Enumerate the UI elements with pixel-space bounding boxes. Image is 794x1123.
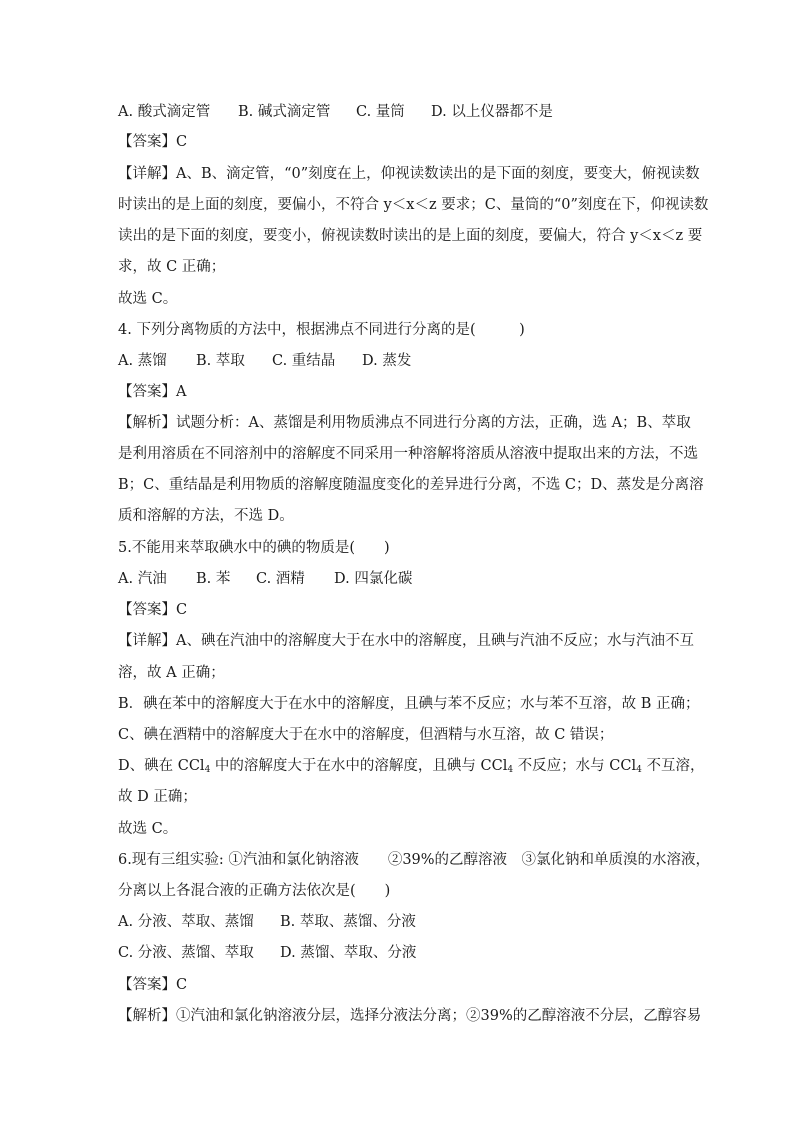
q3-detail-line-4: 求，故 C 正确； xyxy=(118,259,226,275)
q5-conclusion: 故选 C。 xyxy=(118,821,178,837)
q5-detail-line-5 xyxy=(118,756,705,780)
q3-conclusion: 故选 C。 xyxy=(118,291,178,307)
q4-option-b: B. 萃取 xyxy=(196,353,245,369)
ccl4-subscript-2: 4 xyxy=(507,765,514,775)
ccl4-subscript-1: 4 xyxy=(204,765,211,775)
q5-detail-line-4: C、碘在酒精中的溶解度大于在水中的溶解度，但酒精与水互溶，故 C 错误； xyxy=(118,727,614,743)
q6-options-row-1 xyxy=(118,912,676,932)
q5-detail-line-3: B．碘在苯中的溶解度大于在水中的溶解度，且碘与苯不反应；水与苯不互溶，故 B 正确； xyxy=(118,696,700,712)
q5-option-b: B. 苯 xyxy=(196,571,231,587)
q4-question: 4. 下列分离物质的方法中，根据沸点不同进行分离的是( ) xyxy=(118,322,525,338)
q4-option-a: A. 蒸馏 xyxy=(118,353,167,369)
q3-option-a: A. 酸式滴定管 xyxy=(118,104,211,120)
q5-question: 5.不能用来萃取碘水中的碘的物质是( ) xyxy=(118,540,390,556)
q6-option-c: C. 分液、蒸馏、萃取 xyxy=(118,945,254,961)
ccl4-subscript-3: 4 xyxy=(636,765,642,775)
q3-detail-line-3: 读出的是下面的刻度，要变小，俯视读数时读出的是上面的刻度，要偏大，符合 y＜x＜z 要 xyxy=(118,228,703,244)
q5-detail-d-part-1: D、碘在 CCl xyxy=(118,758,205,774)
q6-answer: 【答案】C xyxy=(118,977,188,993)
q5-option-c: C. 酒精 xyxy=(256,571,305,587)
q6-analysis-line-1: 【解析】①汽油和氯化钠溶液分层，选择分液法分离；②39%的乙醇溶液不分层，乙醇容易 xyxy=(118,1008,702,1024)
q6-option-b: B. 萃取、蒸馏、分液 xyxy=(280,914,416,930)
q3-detail-line-1: 【详解】A、B、滴定管，“0”刻度在上，仰视读数读出的是下面的刻度，要变大，俯视读数 xyxy=(118,166,700,182)
q5-detail-line-2: 溶，故 A 正确； xyxy=(118,665,225,681)
q5-options xyxy=(118,569,676,589)
q6-question-line-2: 分离以上各混合液的正确方法依次是( ) xyxy=(118,883,391,899)
q4-analysis-line-3: B；C、重结晶是利用物质的溶解度随温度变化的差异进行分离，不选 C；D、蒸发是分离溶 xyxy=(118,477,704,493)
q3-detail-line-2: 时读出的是上面的刻度，要偏小，不符合 y＜x＜z 要求；C、量筒的“0”刻度在下，仰视读数 xyxy=(118,197,709,213)
q4-option-d: D. 蒸发 xyxy=(362,353,412,369)
q5-detail-line-6: 故 D 正确； xyxy=(118,789,197,805)
q6-option-a: A. 分液、萃取、蒸馏 xyxy=(118,914,254,930)
q6-question-line-1: 6.现有三组实验: ①汽油和氯化钠溶液 ②39%的乙醇溶液 ③氯化钠和单质溴的水溶液， xyxy=(118,852,711,868)
q4-analysis-line-1: 【解析】试题分析：A、蒸馏是利用物质沸点不同进行分离的方法，正确，选 A；B、萃取 xyxy=(118,415,691,431)
q5-detail-line-1: 【详解】A、碘在汽油中的溶解度大于在水中的溶解度，且碘与汽油不反应；水与汽油不互 xyxy=(118,633,694,649)
q3-options xyxy=(118,102,676,122)
q3-option-b: B. 碱式滴定管 xyxy=(238,104,331,120)
q5-detail-d-part-2: 中的溶解度大于在水中的溶解度，且碘与 CCl xyxy=(210,758,508,774)
q4-analysis-line-2: 是利用溶质在不同溶剂中的溶解度不同采用一种溶解将溶质从溶液中提取出来的方法，不选 xyxy=(118,446,698,462)
q4-options xyxy=(118,351,676,371)
q5-option-d: D. 四氯化碳 xyxy=(334,571,413,587)
q5-option-a: A. 汽油 xyxy=(118,571,167,587)
q3-answer: 【答案】C xyxy=(118,134,188,150)
q5-answer: 【答案】C xyxy=(118,602,188,618)
q3-option-d: D. 以上仪器都不是 xyxy=(431,104,553,120)
q6-option-d: D. 蒸馏、萃取、分液 xyxy=(280,945,417,961)
q5-detail-d-part-3: 不反应；水与 CCl xyxy=(513,758,637,774)
q4-option-c: C. 重结晶 xyxy=(272,353,336,369)
q4-answer: 【答案】A xyxy=(118,384,187,400)
q3-option-c: C. 量筒 xyxy=(356,104,405,120)
q6-options-row-2 xyxy=(118,943,676,963)
q5-detail-d-part-4: 不互溶， xyxy=(641,758,705,774)
q4-analysis-line-4: 质和溶解的方法，不选 D。 xyxy=(118,508,294,524)
